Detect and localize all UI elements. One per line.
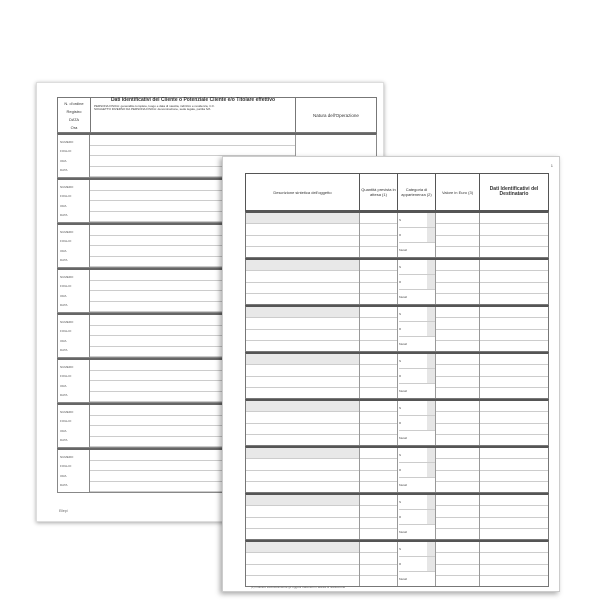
recipient-cell[interactable] xyxy=(480,448,548,492)
category-cell[interactable] xyxy=(398,401,436,445)
category-cell[interactable] xyxy=(398,213,436,257)
quantity-cell[interactable] xyxy=(360,495,398,539)
value-cell[interactable] xyxy=(436,354,480,398)
value-cell[interactable] xyxy=(436,495,480,539)
recipient-cell[interactable] xyxy=(480,542,548,586)
category-row-label: N xyxy=(399,265,402,269)
category-row-label: N xyxy=(399,359,402,363)
recipient-cell[interactable] xyxy=(480,354,548,398)
entry-meta-label: ORA xyxy=(60,293,67,298)
front-footer: (1) indicare esclusivamente gli oggetti trattenuti in attesa di restituzione xyxy=(251,585,346,589)
entry-meta-label: NUMERO xyxy=(60,184,74,189)
front-register-sheet xyxy=(222,156,560,592)
entry-meta-label: ORA xyxy=(60,248,67,253)
entry-meta-label: NUMERO xyxy=(60,229,74,234)
operation-column-header: Natura dell'Operazione xyxy=(313,112,359,118)
recipient-cell[interactable] xyxy=(480,260,548,304)
entry-meta-label: ORA xyxy=(60,338,67,343)
description-cell[interactable] xyxy=(246,307,360,351)
category-row-label: R xyxy=(399,233,402,237)
category-row-label: Metall xyxy=(399,436,408,440)
client-column-header xyxy=(91,98,296,132)
entry-meta-label: ORA xyxy=(60,428,67,433)
entry-meta-cell xyxy=(58,180,90,222)
quantity-cell[interactable] xyxy=(360,260,398,304)
back-table-header xyxy=(57,97,377,133)
date-label: DATA xyxy=(68,116,80,122)
category-row-label: R xyxy=(399,421,402,425)
entry-meta-label: NUMERO xyxy=(60,139,74,144)
entry-meta-cell xyxy=(58,360,90,402)
value-cell[interactable] xyxy=(436,401,480,445)
entry-meta-label: DATA xyxy=(60,213,68,218)
category-row-label: N xyxy=(399,406,402,410)
front-entry-block xyxy=(245,258,549,305)
front-table-body xyxy=(245,211,549,587)
quantity-cell[interactable] xyxy=(360,307,398,351)
recipient-cell[interactable] xyxy=(480,401,548,445)
category-row-label: R xyxy=(399,374,402,378)
entry-meta-label: DATA xyxy=(60,348,68,353)
entry-meta-label: FOGLIO xyxy=(60,329,72,334)
entry-meta-label: NUMERO xyxy=(60,274,74,279)
entry-meta-label: NUMERO xyxy=(60,364,74,369)
entry-meta-label: FOGLIO xyxy=(60,284,72,289)
value-header: Valore in Euro (3) xyxy=(436,174,480,210)
value-cell[interactable] xyxy=(436,448,480,492)
entry-meta-label: DATA xyxy=(60,438,68,443)
recipient-cell[interactable] xyxy=(480,213,548,257)
category-row-label: Metall xyxy=(399,389,408,393)
recipient-cell[interactable] xyxy=(480,495,548,539)
entry-meta-cell xyxy=(58,135,90,177)
category-row-label: N xyxy=(399,453,402,457)
category-cell[interactable] xyxy=(398,495,436,539)
recipient-header: Dati Identificativi del Destinatario xyxy=(489,186,539,197)
description-header: Descrizione sintetica dell'oggetto xyxy=(246,174,360,210)
entry-meta-label: FOGLIO xyxy=(60,419,72,424)
category-cell[interactable] xyxy=(398,307,436,351)
value-cell[interactable] xyxy=(436,260,480,304)
entry-meta-cell xyxy=(58,225,90,267)
time-label: Ora xyxy=(70,124,78,130)
front-entry-block xyxy=(245,540,549,587)
category-row-label: Metall xyxy=(399,530,408,534)
category-cell[interactable] xyxy=(398,260,436,304)
entry-meta-label: ORA xyxy=(60,203,67,208)
entry-meta-cell xyxy=(58,315,90,357)
category-row-label: R xyxy=(399,280,402,284)
category-row-label: Metall xyxy=(399,483,408,487)
client-text-1: PERSONA FISICA: generalità complete, luogo e data di nascita, indirizzo e residenza, C.F. xyxy=(94,103,215,108)
entry-meta-label: ORA xyxy=(60,158,67,163)
client-text-2: SOGGETTO DIVERSO DA PERSONA FISICA: denominazione, sede legale, partita IVA xyxy=(94,107,211,112)
entry-meta-label: NUMERO xyxy=(60,409,74,414)
description-cell[interactable] xyxy=(246,495,360,539)
entry-meta-label: NUMERO xyxy=(60,319,74,324)
entry-meta-label: ORA xyxy=(60,383,67,388)
quantity-cell[interactable] xyxy=(360,448,398,492)
description-cell[interactable] xyxy=(246,448,360,492)
value-cell[interactable] xyxy=(436,213,480,257)
order-label: N. d'ordine xyxy=(64,100,84,106)
entry-meta-label: DATA xyxy=(60,258,68,263)
description-cell[interactable] xyxy=(246,542,360,586)
entry-meta-label: FOGLIO xyxy=(60,374,72,379)
register-label: Registro xyxy=(66,108,82,114)
category-row-label: R xyxy=(399,468,402,472)
front-entry-block xyxy=(245,352,549,399)
entry-meta-label: NUMERO xyxy=(60,454,74,459)
description-cell[interactable] xyxy=(246,401,360,445)
category-row-label: R xyxy=(399,515,402,519)
entry-meta-label: DATA xyxy=(60,483,68,488)
front-table-header xyxy=(245,173,549,211)
category-row-label: R xyxy=(399,327,402,331)
entry-meta-label: FOGLIO xyxy=(60,194,72,199)
front-entry-block xyxy=(245,493,549,540)
front-entry-block xyxy=(245,305,549,352)
front-entry-block xyxy=(245,446,549,493)
category-row-label: Metall xyxy=(399,248,408,252)
category-row-label: N xyxy=(399,500,402,504)
category-row-label: N xyxy=(399,547,402,551)
quantity-cell[interactable] xyxy=(360,354,398,398)
value-cell[interactable] xyxy=(436,307,480,351)
order-column-header xyxy=(58,98,91,132)
back-footer: Ellepi xyxy=(59,509,68,513)
category-row-label: Metall xyxy=(399,342,408,346)
value-cell[interactable] xyxy=(436,542,480,586)
entry-meta-label: DATA xyxy=(60,393,68,398)
description-cell[interactable] xyxy=(246,260,360,304)
description-cell[interactable] xyxy=(246,354,360,398)
category-row-label: R xyxy=(399,562,402,566)
entry-meta-cell xyxy=(58,270,90,312)
quantity-cell[interactable] xyxy=(360,542,398,586)
category-row-label: N xyxy=(399,218,402,222)
category-row-label: Metall xyxy=(399,577,408,581)
recipient-cell[interactable] xyxy=(480,307,548,351)
category-cell[interactable] xyxy=(398,448,436,492)
category-header: Categoria di appartenenza (2) xyxy=(398,174,436,210)
entry-meta-label: FOGLIO xyxy=(60,239,72,244)
entry-meta-label: FOGLIO xyxy=(60,464,72,469)
entry-meta-label: DATA xyxy=(60,168,68,173)
category-cell[interactable] xyxy=(398,542,436,586)
quantity-cell[interactable] xyxy=(360,213,398,257)
quantity-header: Quantità prevista in attesa (1) xyxy=(360,174,398,210)
front-entry-block xyxy=(245,211,549,258)
entry-meta-label: DATA xyxy=(60,303,68,308)
front-entry-block xyxy=(245,399,549,446)
page-number: 1 xyxy=(550,163,553,168)
category-row-label: Metall xyxy=(399,295,408,299)
description-cell[interactable] xyxy=(246,213,360,257)
entry-meta-cell xyxy=(58,450,90,492)
client-title: Dati Identificativi del Cliente o Potenziale Cliente e/o Titolare effettivo xyxy=(110,97,276,103)
entry-meta-cell xyxy=(58,405,90,447)
category-row-label: N xyxy=(399,312,402,316)
entry-meta-label: FOGLIO xyxy=(60,149,72,154)
quantity-cell[interactable] xyxy=(360,401,398,445)
category-cell[interactable] xyxy=(398,354,436,398)
entry-meta-label: ORA xyxy=(60,473,67,478)
